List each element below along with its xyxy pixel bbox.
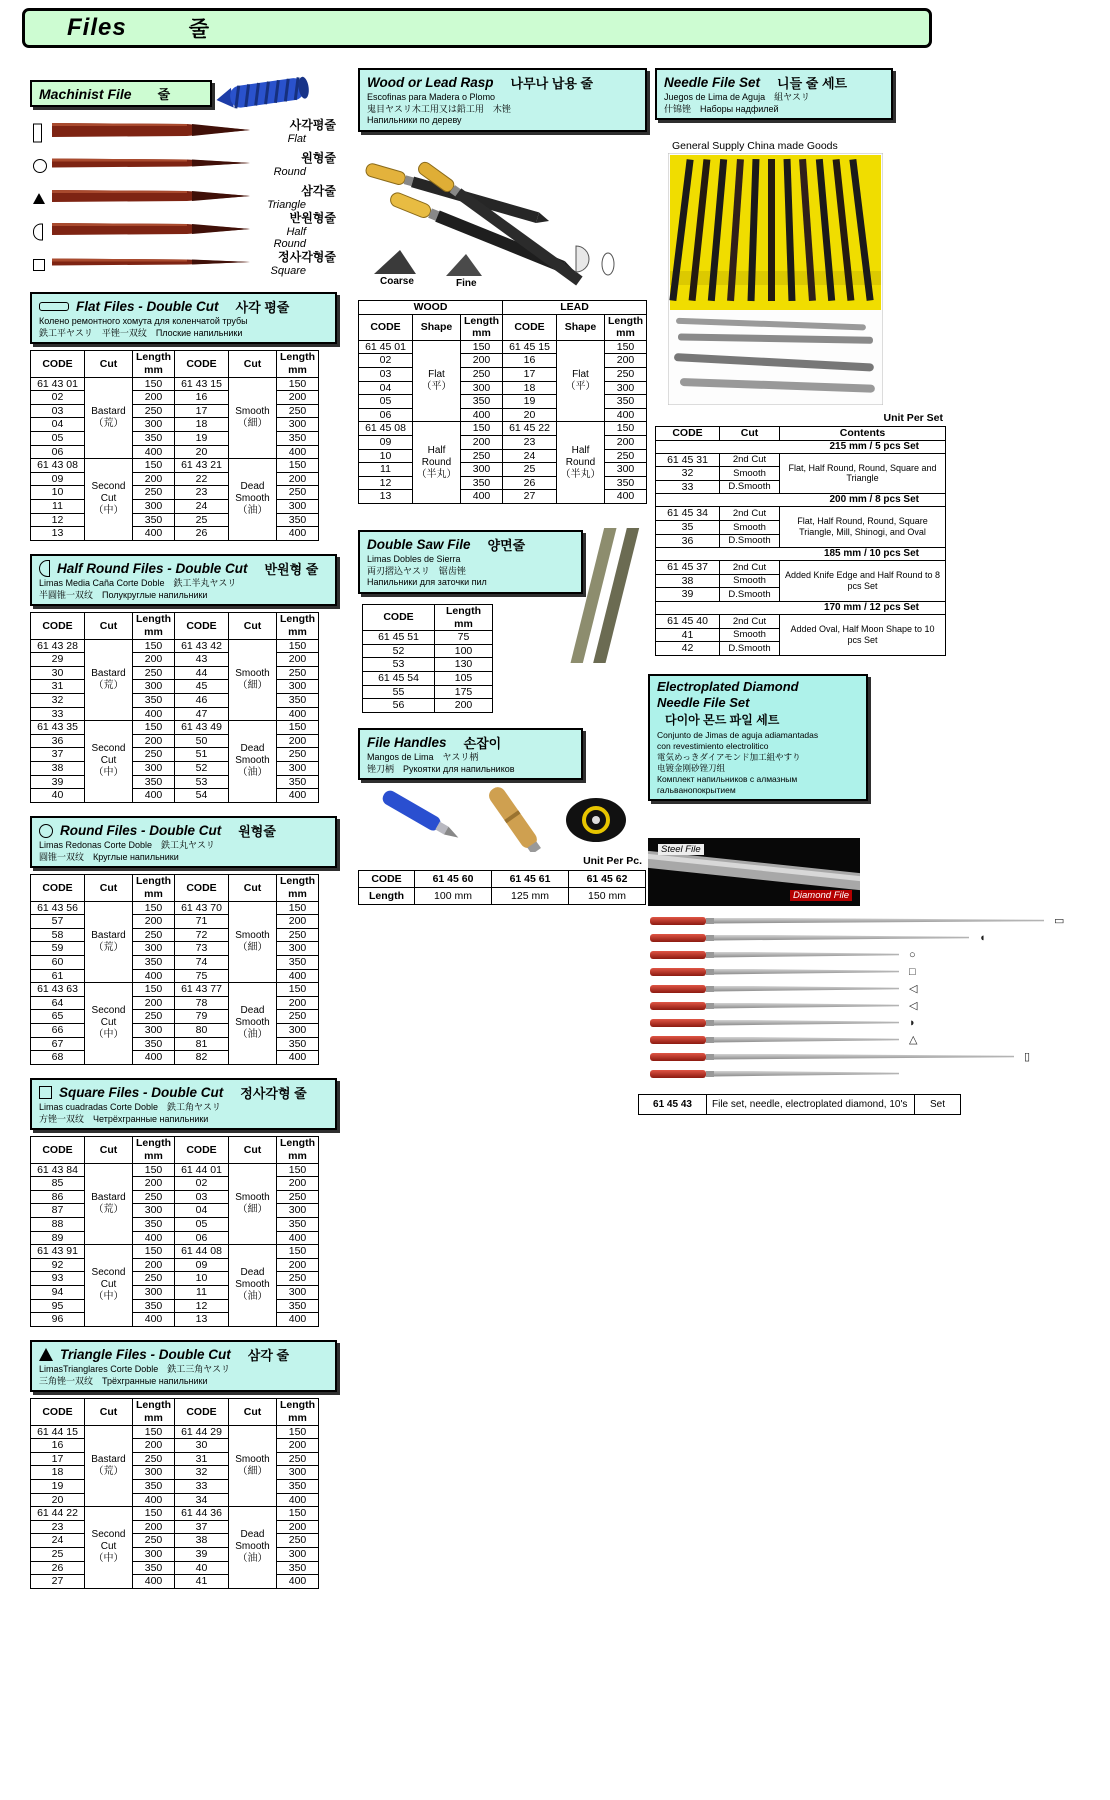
file-type-label-en: Square xyxy=(270,265,306,278)
file-type-label-kr: 원형줄 xyxy=(301,151,336,166)
cross-section-icon: ▭ xyxy=(1054,915,1065,927)
section-subtitle: 锉刀柄 Рукоятки для напильников xyxy=(367,763,515,774)
table-row: 94 300 11 300 xyxy=(31,1285,319,1299)
table-row: 89 400 06 400 xyxy=(31,1231,319,1245)
triangle-files-section xyxy=(30,1340,337,1589)
section-title-kr: 니들 줄 세트 xyxy=(777,76,848,91)
cross-section-icon: △ xyxy=(909,1034,918,1046)
cross-section-icon: ◁ xyxy=(909,1000,918,1012)
file-type-label-en: Flat xyxy=(287,133,306,146)
table-row: 23 200 37 200 xyxy=(31,1520,319,1534)
machinist-title: Machinist File xyxy=(39,85,132,102)
table-row: 19 350 33 350 xyxy=(31,1479,319,1493)
file-ferrule xyxy=(706,1054,714,1060)
section-subtitle: Conjunto de Jimas de aguja adiamantadas xyxy=(657,730,819,741)
machinist-file-image xyxy=(216,70,316,116)
needle-file-row xyxy=(650,1065,1095,1082)
table-row: 65 250 79 250 xyxy=(31,1010,319,1024)
needle-file-set-header xyxy=(655,68,893,120)
file-handle xyxy=(650,1019,706,1027)
file-handle xyxy=(650,1002,706,1010)
table-row: 39 350 53 350 xyxy=(31,775,319,789)
table-row: 40 400 54 400 xyxy=(31,789,319,803)
diamond-needle-header xyxy=(648,674,868,801)
file-illustration xyxy=(52,121,252,144)
table-row: 05 350 19 350 xyxy=(359,395,647,409)
section-title: Needle File Set xyxy=(657,694,750,710)
table-row: 68 400 82 400 xyxy=(31,1051,319,1065)
file-blade xyxy=(714,986,899,992)
saw-file-image xyxy=(566,528,646,663)
table-row: 61 400 75 400 xyxy=(31,969,319,983)
section-subtitle: 电镀金刚砂锉刀组 xyxy=(657,763,726,774)
file-blade xyxy=(714,935,969,941)
table-row: 60 350 74 350 xyxy=(31,955,319,969)
machinist-file-header xyxy=(30,80,212,107)
half-round-files-header xyxy=(30,554,337,606)
needle-photo-caption: General Supply China made Goods xyxy=(672,140,838,152)
table-row: 85 200 02 200 xyxy=(31,1177,319,1191)
file-handle xyxy=(650,951,706,959)
diamond-needle-file-list xyxy=(650,912,1095,1082)
section-subtitle: 両刃摺込ヤスリ 锯齿锉 xyxy=(367,565,466,576)
section-title-kr: 정사각형 줄 xyxy=(240,1086,307,1101)
table-row: 61 43 28 Bastard （荒） 150 61 43 42 Smooth （細） 150 xyxy=(31,639,319,653)
table-row: 12 350 25 350 xyxy=(31,513,319,527)
machinist-file-row xyxy=(30,149,338,182)
triangle-files-table: CODE Cut Length mm CODE Cut Length mm 61 44 15 Bastard （荒） 150 61 44 29 Smooth （細） 150 16 200 30 200 17 250 31 250 18 300 32 300 19 350 33 350 20 400 34 400 61 44 22 Second Cut （中） 150 61 44 36 Dead Smooth （油） 150 23 200 37 200 24 250 38 250 25 300 39 300 26 350 40 350 27 400 41 400 xyxy=(30,1398,337,1588)
table-row: 93 250 10 250 xyxy=(31,1272,319,1286)
section-title: Square Files - Double Cut xyxy=(59,1085,224,1100)
file-ferrule xyxy=(706,1071,714,1077)
file-handle xyxy=(650,1070,706,1078)
table-row: 13 400 27 400 xyxy=(359,490,647,504)
file-blade xyxy=(714,1020,899,1026)
flat-shape-icon xyxy=(39,302,69,311)
fine-label: Fine xyxy=(456,278,477,289)
needle-file-row xyxy=(650,1014,1095,1031)
table-row: 13 400 26 400 xyxy=(31,527,319,541)
table-row: 58 250 72 250 xyxy=(31,928,319,942)
section-title: Half Round Files - Double Cut xyxy=(57,561,248,576)
table-row: 61 43 84 Bastard （荒） 150 61 44 01 Smooth （細） 150 xyxy=(31,1163,319,1177)
section-title: Wood or Lead Rasp xyxy=(367,75,494,90)
file-handle xyxy=(650,1036,706,1044)
square-files-table: CODE Cut Length mm CODE Cut Length mm 61 43 84 Bastard （荒） 150 61 44 01 Smooth （細） 150 85 200 02 200 86 250 03 250 87 300 04 300 88 350 05 350 89 400 06 400 61 43 91 Second Cut （中） 150 61 44 08 Dead Smooth （油） 150 92 200 09 200 93 250 10 250 94 300 11 300 95 350 12 350 96 400 13 400 xyxy=(30,1136,337,1326)
section-subtitle: Комплект напильников с алмазным xyxy=(657,774,798,785)
section-subtitle: con revestimiento electrolitico xyxy=(657,741,769,752)
table-row: 96 400 13 400 xyxy=(31,1313,319,1327)
table-row: 05 350 19 350 xyxy=(31,431,319,445)
file-ferrule xyxy=(706,918,714,924)
file-type-label-en: Triangle xyxy=(267,199,306,212)
file-ferrule xyxy=(706,952,714,958)
triangle-shape-icon xyxy=(30,188,52,210)
triangle-shape-icon xyxy=(39,1348,53,1361)
file-handles-header xyxy=(358,728,583,780)
file-ferrule xyxy=(706,1003,714,1009)
file-type-label-kr: 사각평줄 xyxy=(289,118,336,133)
cross-section-icon: ◁ xyxy=(909,983,918,995)
round-files-table: CODE Cut Length mm CODE Cut Length mm 61 43 56 Bastard （荒） 150 61 43 70 Smooth （細） 150 57 200 71 200 58 250 72 250 59 300 73 300 60 350 74 350 61 400 75 400 61 43 63 Second Cut （中） 150 61 43 77 Dead Smooth （油） 150 64 200 78 200 65 250 79 250 66 300 80 300 67 350 81 350 68 400 82 400 xyxy=(30,874,337,1064)
section-subtitle: LimasTrianglares Corte Doble 鉄工三角ヤスリ xyxy=(39,1364,231,1374)
flat-files-table: CODE Cut Length mm CODE Cut Length mm 61 43 01 Bastard （荒） 150 61 43 15 Smooth （細） 150 02 200 16 200 03 250 17 250 04 300 18 300 05 350 19 350 06 400 20 400 61 43 08 Second Cut （中） 150 61 43 21 Dead Smooth （油） 150 09 200 22 200 10 250 23 250 11 300 24 300 12 350 25 350 13 400 26 400 xyxy=(30,350,337,540)
file-handle xyxy=(650,1053,706,1061)
triangle-files-header xyxy=(30,1340,337,1392)
file-handles-image xyxy=(360,786,640,852)
table-row: 11 300 24 300 xyxy=(31,499,319,513)
diamond-file-photo xyxy=(648,838,860,906)
table-row: 02 200 16 200 xyxy=(31,391,319,405)
halfround-shape-icon xyxy=(30,221,52,243)
section-title: Round Files - Double Cut xyxy=(60,823,222,838)
section-title-kr: 반원형 줄 xyxy=(264,562,319,577)
table-row: 25 300 39 300 xyxy=(31,1547,319,1561)
section-subtitle: Escofinas para Madera o Plomo xyxy=(367,92,496,102)
table-row: 61 45 01 Flat （平） 150 61 45 15 Flat （平） 150 xyxy=(359,340,647,354)
section-subtitle: 什锦锉 Наборы надфилей xyxy=(664,103,779,114)
table-row: 61 43 56 Bastard （荒） 150 61 43 70 Smooth （細） 150 xyxy=(31,901,319,915)
table-row: 09 200 23 200 xyxy=(359,435,647,449)
saw-file-header xyxy=(358,530,583,594)
table-row: 64 200 78 200 xyxy=(31,996,319,1010)
table-row: 26 350 40 350 xyxy=(31,1561,319,1575)
table-row: 61 43 08 Second Cut （中） 150 61 43 21 Dead Smooth （油） 150 xyxy=(31,459,319,473)
file-ferrule xyxy=(706,986,714,992)
page-title: Files xyxy=(67,14,127,41)
section-subtitle: 鉄工平ヤスリ 平锉一双纹 Плоские напильники xyxy=(39,327,243,338)
unit-per-pc-label: Unit Per Pc. xyxy=(583,855,642,867)
needle-file-set-table: CODE Cut Contents 215 mm / 5 pcs Set 61 45 31 2nd Cut Flat, Half Round, Round, Square and Triangle 32 Smooth 33 D.Smooth 200 mm / 8 pcs Set 61 45 34 2nd Cut Flat, Half Round, Round, Square Triangle, Mill, Shinogi, and Oval 35 Smooth 36 D.Smooth 185 mm / 10 pcs Set 61 45 37 2nd Cut Added Knife Edge and Half Round to 8 pcs Set 38 Smooth 39 D.Smooth 170 mm / 12 pcs Set 61 45 40 2nd Cut Added Oval, Half Moon Shape to 10 pcs Set 41 Smooth 42 D.Smooth xyxy=(655,426,946,656)
coarse-label: Coarse xyxy=(380,276,414,287)
section-subtitle: Напильники для заточки пил xyxy=(367,577,487,588)
needle-file-row xyxy=(650,912,1095,929)
wood-lead-table: WOOD LEAD CODE Shape Length mm CODE Shape Length mm 61 45 01 Flat （平） 150 61 45 15 Flat （平） 150 02 200 16 200 03 250 17 250 04 300 18 300 05 350 19 350 06 400 20 400 61 45 08 Half Round （半丸） 150 61 45 22 Half Round （半丸） 150 09 200 23 200 10 250 24 250 11 300 25 300 12 350 26 350 13 400 27 400 xyxy=(358,300,647,504)
diamond-file-label: Diamond File xyxy=(790,890,852,901)
table-row: 61 43 35 Second Cut （中） 150 61 43 49 Dead Smooth （油） 150 xyxy=(31,721,319,735)
file-blade xyxy=(714,1071,899,1077)
square-shape-icon xyxy=(30,254,52,276)
table-row: 86 250 03 250 xyxy=(31,1190,319,1204)
section-subtitle: 電気めっきダイアモンド加工組やすり xyxy=(657,752,801,763)
section-subtitle: Колено ремонтного хомута для коленчатой трубы xyxy=(39,316,248,326)
section-title: Electroplated Diamond xyxy=(657,679,799,694)
file-handle xyxy=(650,985,706,993)
table-row: 36 200 50 200 xyxy=(31,734,319,748)
file-type-label-kr: 반원형줄 xyxy=(289,210,336,225)
file-type-label-kr: 정사각형줄 xyxy=(278,250,336,265)
section-subtitle: Limas Dobles de Sierra xyxy=(367,554,461,564)
section-subtitle: Limas cuadradas Corte Doble 鉄工角ヤスリ xyxy=(39,1102,221,1112)
table-row: 02 200 16 200 xyxy=(359,354,647,368)
table-row: 11 300 25 300 xyxy=(359,463,647,477)
square-shape-icon xyxy=(39,1086,52,1099)
section-title: File Handles xyxy=(367,735,447,750)
table-row: 57 200 71 200 xyxy=(31,915,319,929)
section-subtitle: 半圓锥一双纹 Полукруглые напильники xyxy=(39,589,208,600)
file-blade xyxy=(714,969,899,975)
table-row: 17 250 31 250 xyxy=(31,1452,319,1466)
section-title-kr: 사각 평줄 xyxy=(235,300,290,315)
section-title: Needle File Set xyxy=(664,75,761,90)
needle-file-row xyxy=(650,963,1095,980)
table-row: 20 400 34 400 xyxy=(31,1493,319,1507)
round-shape-icon xyxy=(30,155,52,177)
table-row: 12 350 26 350 xyxy=(359,476,647,490)
section-subtitle: Mangos de Lima ヤスリ柄 xyxy=(367,752,479,762)
section-subtitle: 方锉一双纹 Четрёхгранные напильники xyxy=(39,1113,209,1124)
table-row: 10 250 23 250 xyxy=(31,486,319,500)
section-title-kr: 삼각 줄 xyxy=(247,1348,290,1363)
file-illustration xyxy=(52,220,252,243)
table-row: 66 300 80 300 xyxy=(31,1023,319,1037)
file-blade xyxy=(714,1054,1014,1060)
section-subtitle: Limas Media Caña Corte Doble 鉄工半丸ヤスリ xyxy=(39,578,237,588)
table-row: 06 400 20 400 xyxy=(359,408,647,422)
round-files-section xyxy=(30,816,337,1065)
steel-file-label: Steel File xyxy=(658,844,704,855)
wood-rasp-image xyxy=(360,142,640,294)
section-title: Flat Files - Double Cut xyxy=(76,299,219,314)
file-blade xyxy=(714,1037,899,1043)
machinist-file-row xyxy=(30,248,338,281)
cross-section-icon: ◗ xyxy=(909,1016,916,1029)
flat-files-section xyxy=(30,292,337,541)
section-title-kr: 손잡이 xyxy=(463,736,502,751)
table-row: 88 350 05 350 xyxy=(31,1217,319,1231)
needle-file-row xyxy=(650,1048,1095,1065)
file-ferrule xyxy=(706,1037,714,1043)
table-row: 37 250 51 250 xyxy=(31,748,319,762)
section-title-kr: 나무나 납용 줄 xyxy=(510,76,594,91)
page-title-kr: 줄 xyxy=(188,18,209,41)
table-row: 59 300 73 300 xyxy=(31,942,319,956)
page-header xyxy=(22,8,932,48)
machinist-title-kr: 줄 xyxy=(157,87,171,102)
table-row: 09 200 22 200 xyxy=(31,472,319,486)
file-ferrule xyxy=(706,969,714,975)
table-row: 10 250 24 250 xyxy=(359,449,647,463)
file-ferrule xyxy=(706,1020,714,1026)
cross-section-icon: ○ xyxy=(909,948,916,961)
table-row: 18 300 32 300 xyxy=(31,1466,319,1480)
half-round-files-table: CODE Cut Length mm CODE Cut Length mm 61 43 28 Bastard （荒） 150 61 43 42 Smooth （細） 150 29 200 43 200 30 250 44 250 31 300 45 300 32 350 46 350 33 400 47 400 61 43 35 Second Cut （中） 150 61 43 49 Dead Smooth （油） 150 36 200 50 200 37 250 51 250 38 300 52 300 39 350 53 350 40 400 54 400 xyxy=(30,612,337,802)
file-type-label-kr: 삼각줄 xyxy=(301,184,336,199)
table-row: 33 400 47 400 xyxy=(31,707,319,721)
needle-file-row xyxy=(650,946,1095,963)
file-illustration xyxy=(52,187,252,210)
file-blade xyxy=(714,1003,899,1009)
round-files-header xyxy=(30,816,337,868)
table-row: 38 300 52 300 xyxy=(31,761,319,775)
square-files-section xyxy=(30,1078,337,1327)
table-row: 61 44 22 Second Cut （中） 150 61 44 36 Dead Smooth （油） 150 xyxy=(31,1507,319,1521)
machinist-file-row xyxy=(30,116,338,149)
cross-section-icon: ◖ xyxy=(979,931,986,944)
table-row: 67 350 81 350 xyxy=(31,1037,319,1051)
machinist-file-row xyxy=(30,210,338,251)
file-blade xyxy=(714,952,899,958)
section-subtitle: Limas Redonas Corte Doble 鉄工丸ヤスリ xyxy=(39,840,215,850)
file-illustration xyxy=(52,154,252,177)
table-row: 61 43 63 Second Cut （中） 150 61 43 77 Dead Smooth （油） 150 xyxy=(31,983,319,997)
needle-file-set-photo xyxy=(668,153,883,405)
file-handle xyxy=(650,968,706,976)
machinist-file-list xyxy=(30,116,338,281)
half-round-shape-icon xyxy=(39,560,50,577)
saw-file-table: CODE Length mm 61 45 51 75 52 100 53 130 61 45 54 105 55 175 56 200 xyxy=(362,604,493,713)
section-title-kr: 원형줄 xyxy=(238,824,276,839)
section-subtitle: 鬼目ヤスリ木工用又は鉛工用 木锉 xyxy=(367,103,511,114)
file-handle xyxy=(650,917,706,925)
flat-shape-icon xyxy=(30,122,52,144)
table-row: 03 250 17 250 xyxy=(359,367,647,381)
section-subtitle: Juegos de Lima de Aguja 組ヤスリ xyxy=(664,92,810,102)
table-row: 61 44 15 Bastard （荒） 150 61 44 29 Smooth （細） 150 xyxy=(31,1425,319,1439)
file-handle xyxy=(650,934,706,942)
unit-per-set-label: Unit Per Set xyxy=(883,412,943,424)
table-row: 30 250 44 250 xyxy=(31,666,319,680)
section-subtitle: 三角锉一双纹 Трёхгранные напильники xyxy=(39,1375,208,1386)
table-row: 04 300 18 300 xyxy=(359,381,647,395)
section-title-kr: 양면줄 xyxy=(487,538,526,553)
wood-rasp-header xyxy=(358,68,647,132)
section-title: Double Saw File xyxy=(367,537,471,552)
needle-file-row xyxy=(650,929,1095,946)
section-subtitle: Напильники по дереву xyxy=(367,115,462,126)
diamond-set-row: 61 45 43 File set, needle, electroplated diamond, 10's Set xyxy=(638,1094,961,1115)
table-row: 32 350 46 350 xyxy=(31,693,319,707)
table-row: 31 300 45 300 xyxy=(31,680,319,694)
table-row: 27 400 41 400 xyxy=(31,1575,319,1589)
table-row: 04 300 18 300 xyxy=(31,418,319,432)
flat-files-header xyxy=(30,292,337,344)
table-row: 61 43 01 Bastard （荒） 150 61 43 15 Smooth （細） 150 xyxy=(31,377,319,391)
needle-file-row xyxy=(650,1031,1095,1048)
table-row: 92 200 09 200 xyxy=(31,1258,319,1272)
round-shape-icon xyxy=(39,824,53,838)
section-subtitle: 圓锥一双纹 Круглые напильники xyxy=(39,851,179,862)
file-blade xyxy=(714,918,1044,924)
needle-file-row xyxy=(650,997,1095,1014)
cross-section-icon: □ xyxy=(909,965,916,978)
table-row: 06 400 20 400 xyxy=(31,445,319,459)
table-row: 61 45 08 Half Round （半丸） 150 61 45 22 Half Round （半丸） 150 xyxy=(359,422,647,436)
section-title: Triangle Files - Double Cut xyxy=(60,1347,231,1362)
section-subtitle: гальванопокрытием xyxy=(657,785,736,796)
half-round-files-section xyxy=(30,554,337,803)
cross-section-icon: ▯ xyxy=(1024,1051,1031,1063)
file-handles-table: CODE 61 45 60 61 45 61 61 45 62 Length 100 mm 125 mm 150 mm xyxy=(358,870,646,905)
section-title-kr: 다이아 몬드 파일 세트 xyxy=(665,713,780,728)
table-row: 29 200 43 200 xyxy=(31,653,319,667)
table-row: 87 300 04 300 xyxy=(31,1204,319,1218)
file-type-label-en: Half Round xyxy=(273,225,306,251)
square-files-header xyxy=(30,1078,337,1130)
table-row: 24 250 38 250 xyxy=(31,1534,319,1548)
file-illustration xyxy=(52,253,252,276)
table-row: 95 350 12 350 xyxy=(31,1299,319,1313)
file-ferrule xyxy=(706,935,714,941)
needle-file-row xyxy=(650,980,1095,997)
file-type-label-en: Round xyxy=(273,166,306,179)
table-row: 61 43 91 Second Cut （中） 150 61 44 08 Dead Smooth （油） 150 xyxy=(31,1245,319,1259)
table-row: 16 200 30 200 xyxy=(31,1439,319,1453)
table-row: 03 250 17 250 xyxy=(31,404,319,418)
